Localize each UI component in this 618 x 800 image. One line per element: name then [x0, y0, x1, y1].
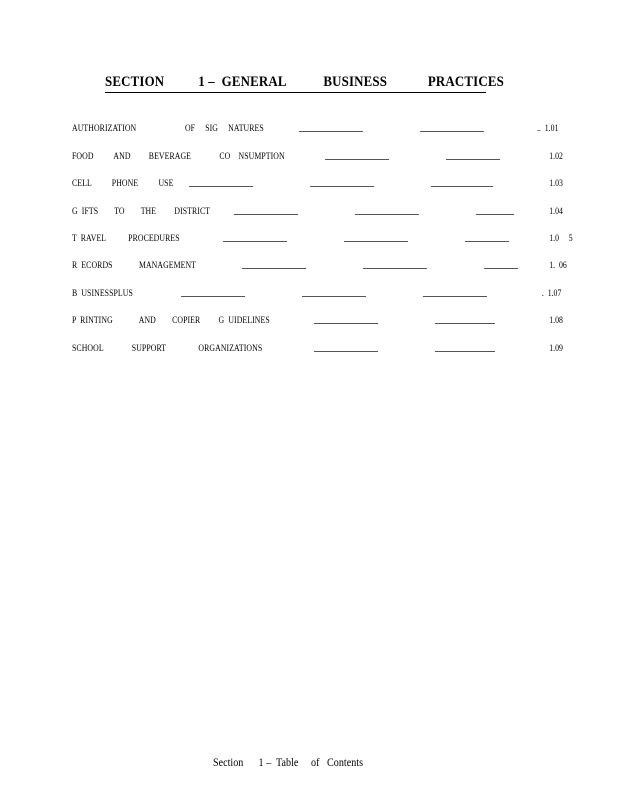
toc-entry-label: CELL PHONE USE	[72, 179, 174, 189]
toc-leader-line	[314, 351, 378, 352]
toc-leader-line	[435, 323, 495, 324]
toc-entry-cell-phone-use[interactable]	[72, 179, 563, 193]
toc-entry-label: G IFTS TO THE DISTRICT	[72, 207, 211, 217]
toc-entry-page-number: 1. 06	[549, 261, 567, 271]
toc-leader-line	[344, 241, 408, 242]
toc-leader-line	[325, 159, 389, 160]
toc-leader-line	[423, 296, 487, 297]
toc-leader-line	[435, 351, 495, 352]
toc-entry-page-number: 1.0 5	[549, 234, 573, 244]
toc-entry-page-number: 1.08	[549, 316, 563, 326]
toc-entry-page-number: 1.02	[549, 152, 563, 162]
toc-leader-line	[189, 186, 253, 187]
toc-leader-line	[302, 296, 366, 297]
toc-entry-label: SCHOOL SUPPORT ORGANIZATIONS	[72, 344, 263, 354]
toc-leader-line	[299, 131, 363, 132]
toc-leader-line	[242, 268, 306, 269]
toc-entry-printing-and-copier-guidelines[interactable]	[72, 316, 563, 330]
section-title: SECTION 1 – GENERAL BUSINESS PRACTICES	[105, 74, 486, 93]
toc-leader-line	[420, 131, 484, 132]
toc-entry-page-number: 1.04	[549, 207, 563, 217]
toc-leader-line	[234, 214, 298, 215]
toc-leader-line	[181, 296, 245, 297]
toc-entry-label: P RINTING AND COPIER G UIDELINES	[72, 316, 270, 326]
toc-leader-line	[223, 241, 287, 242]
toc-entry-label: B USINESSPLUS	[72, 289, 133, 299]
toc-entry-label: T RAVEL PROCEDURES	[72, 234, 180, 244]
toc-entry-label: R ECORDS MANAGEMENT	[72, 261, 197, 271]
toc-entry-page-number: .. 1.01	[536, 124, 559, 134]
page-footer: Section 1 – Table of Contents	[213, 757, 364, 769]
toc-leader-line	[363, 268, 427, 269]
toc-entry-page-number: . 1.07	[541, 289, 562, 299]
toc-leader-line	[310, 186, 374, 187]
toc-entry-label: FOOD AND BEVERAGE CO NSUMPTION	[72, 152, 285, 162]
toc-leader-line	[314, 323, 378, 324]
toc-leader-line	[465, 241, 509, 242]
toc-leader-line	[446, 159, 500, 160]
toc-leader-line	[431, 186, 493, 187]
toc-leader-line	[355, 214, 419, 215]
toc-leader-line	[484, 268, 518, 269]
toc-entry-school-support-organizations[interactable]	[72, 344, 563, 358]
toc-leader-line	[476, 214, 514, 215]
toc-entry-page-number: 1.03	[549, 179, 563, 189]
toc-entry-label: AUTHORIZATION OF SIG NATURES	[72, 124, 264, 134]
toc-entry-page-number: 1.09	[549, 344, 563, 354]
toc-entry-food-and-beverage[interactable]	[72, 152, 563, 166]
